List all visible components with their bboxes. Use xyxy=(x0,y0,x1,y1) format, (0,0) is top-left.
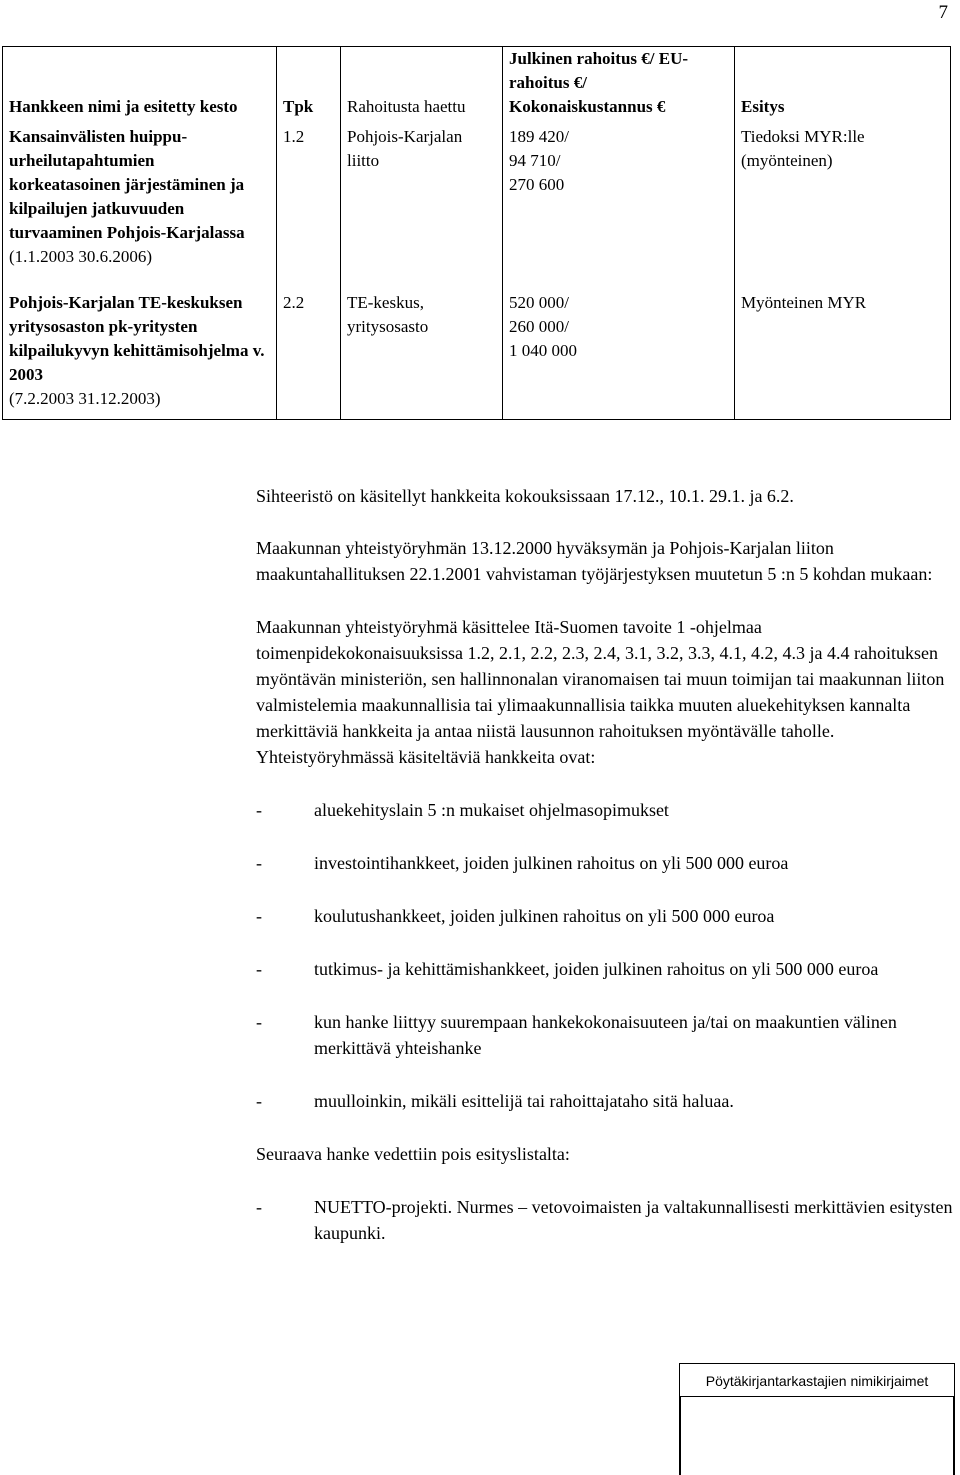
paragraph-withdrawn: Seuraava hanke vedettiin pois esityslistalta: xyxy=(256,1144,570,1164)
header-project-name: Hankkeen nimi ja esitetty kesto xyxy=(3,47,277,124)
header-funder: Rahoitusta haettu xyxy=(341,47,503,124)
tpk-cell: 1.2 xyxy=(277,123,341,291)
signature-rule-right xyxy=(953,1396,955,1475)
list-item-text: NUETTO-projekti. Nurmes – vetovoimaisten ja valtakunnallisesti merkittävien esitysten kaupunki. xyxy=(314,1197,953,1243)
project-duration: (1.1.2003 30.6.2006) xyxy=(9,247,153,266)
eu-funding: 260 000/ xyxy=(509,317,569,336)
dash-bullet: - xyxy=(256,959,262,979)
project-name: Pohjois-Karjalan TE-keskuksen yritysosaston pk-yritysten kilpailukyvyn kehittämisohjelma v. 2003 xyxy=(9,293,265,384)
public-funding: 520 000/ xyxy=(509,293,569,312)
list-item-text: koulutushankkeet, joiden julkinen rahoitus on yli 500 000 euroa xyxy=(314,906,775,926)
project-name-cell xyxy=(3,291,277,420)
total-cost: 270 600 xyxy=(509,175,565,194)
dash-bullet: - xyxy=(256,1197,262,1217)
list-item xyxy=(256,1088,956,1114)
tpk-cell: 2.2 xyxy=(277,291,341,420)
project-duration: (7.2.2003 31.12.2003) xyxy=(9,389,161,408)
funder-cell: TE-keskus, yritysosasto xyxy=(341,291,503,420)
dash-bullet: - xyxy=(256,800,262,820)
list-item-text: aluekehityslain 5 :n mukaiset ohjelmasopimukset xyxy=(314,800,669,820)
amounts-cell xyxy=(503,123,735,291)
header-proposal: Esitys xyxy=(741,97,785,116)
proposal-cell: Tiedoksi MYR:lle (myönteinen) xyxy=(741,127,865,170)
funder-cell: Pohjois-Karjalan liitto xyxy=(341,123,503,291)
proposal-cell: Myönteinen MYR xyxy=(741,293,867,312)
list-item xyxy=(256,850,956,876)
dash-bullet: - xyxy=(256,1012,262,1032)
list-item xyxy=(256,956,956,982)
criteria-list xyxy=(256,797,956,1114)
list-item xyxy=(256,1194,956,1246)
paragraph-cooperation-group: Maakunnan yhteistyöryhmä käsittelee Itä-Suomen tavoite 1 -ohjelmaa toimenpidekokonaisuuksissa 1.2, 2.1, 2.2, 2.3, 2.4, 3.1, 3.2, 3.3, 4.1, 4.2, 4.3 ja 4.4 rahoituksen myöntävän ministeriön, sen hallinnonalan viranomaisen tai muun toimijan tai maakunnan liiton valmistelemia maakunnallisia tai ylimaakunnallisia taikka muuten aluekehityksen kannalta merkittäviä hankkeita ja antaa niistä lausunnon rahoituksen myöntävälle taholle. Yhteistyöryhmässä käsiteltäviä hankkeita ovat: xyxy=(256,617,945,767)
page-number: 7 xyxy=(938,2,948,23)
withdrawn-list xyxy=(256,1194,956,1246)
eu-funding: 94 710/ xyxy=(509,151,561,170)
dash-bullet: - xyxy=(256,853,262,873)
project-name-cell xyxy=(3,123,277,291)
list-item-text: investointihankkeet, joiden julkinen rahoitus on yli 500 000 euroa xyxy=(314,853,789,873)
paragraph-rules: Maakunnan yhteistyöryhmän 13.12.2000 hyväksymän ja Pohjois-Karjalan liiton maakuntahallituksen 22.1.2001 vahvistaman työjärjestyksen muutetun 5 :n 5 kohdan mukaan: xyxy=(256,538,933,584)
dash-bullet: - xyxy=(256,1091,262,1111)
signature-rule-left xyxy=(679,1396,681,1475)
public-funding: 189 420/ xyxy=(509,127,569,146)
body-text xyxy=(256,483,956,1273)
list-item xyxy=(256,903,956,929)
projects-table xyxy=(2,46,951,420)
header-tpk: Tpk xyxy=(277,47,341,124)
dash-bullet: - xyxy=(256,906,262,926)
paragraph-secretariat: Sihteeristö on käsitellyt hankkeita kokouksissaan 17.12., 10.1. 29.1. ja 6.2. xyxy=(256,486,794,506)
project-name: Kansainvälisten huippu-urheilutapahtumien korkeatasoinen järjestäminen ja kilpailujen jatkuvuuden turvaaminen Pohjois-Karjalassa xyxy=(9,127,245,242)
list-item-text: kun hanke liittyy suurempaan hankekokonaisuuteen ja/tai on maakuntien välinen merkittävä yhteishanke xyxy=(314,1012,897,1058)
list-item-text: tutkimus- ja kehittämishankkeet, joiden julkinen rahoitus on yli 500 000 euroa xyxy=(314,959,879,979)
list-item xyxy=(256,797,956,823)
amounts-cell xyxy=(503,291,735,420)
list-item-text: muulloinkin, mikäli esittelijä tai rahoittajataho sitä haluaa. xyxy=(314,1091,734,1111)
table-row xyxy=(3,123,951,291)
total-cost: 1 040 000 xyxy=(509,341,577,360)
list-item xyxy=(256,1009,956,1061)
signature-box: Pöytäkirjantarkastajien nimikirjaimet xyxy=(679,1363,955,1397)
table-header-row xyxy=(3,47,951,124)
header-amounts: Julkinen rahoitus €/ EU-rahoitus €/ Kokonaiskustannus € xyxy=(503,47,735,124)
table-row xyxy=(3,291,951,420)
